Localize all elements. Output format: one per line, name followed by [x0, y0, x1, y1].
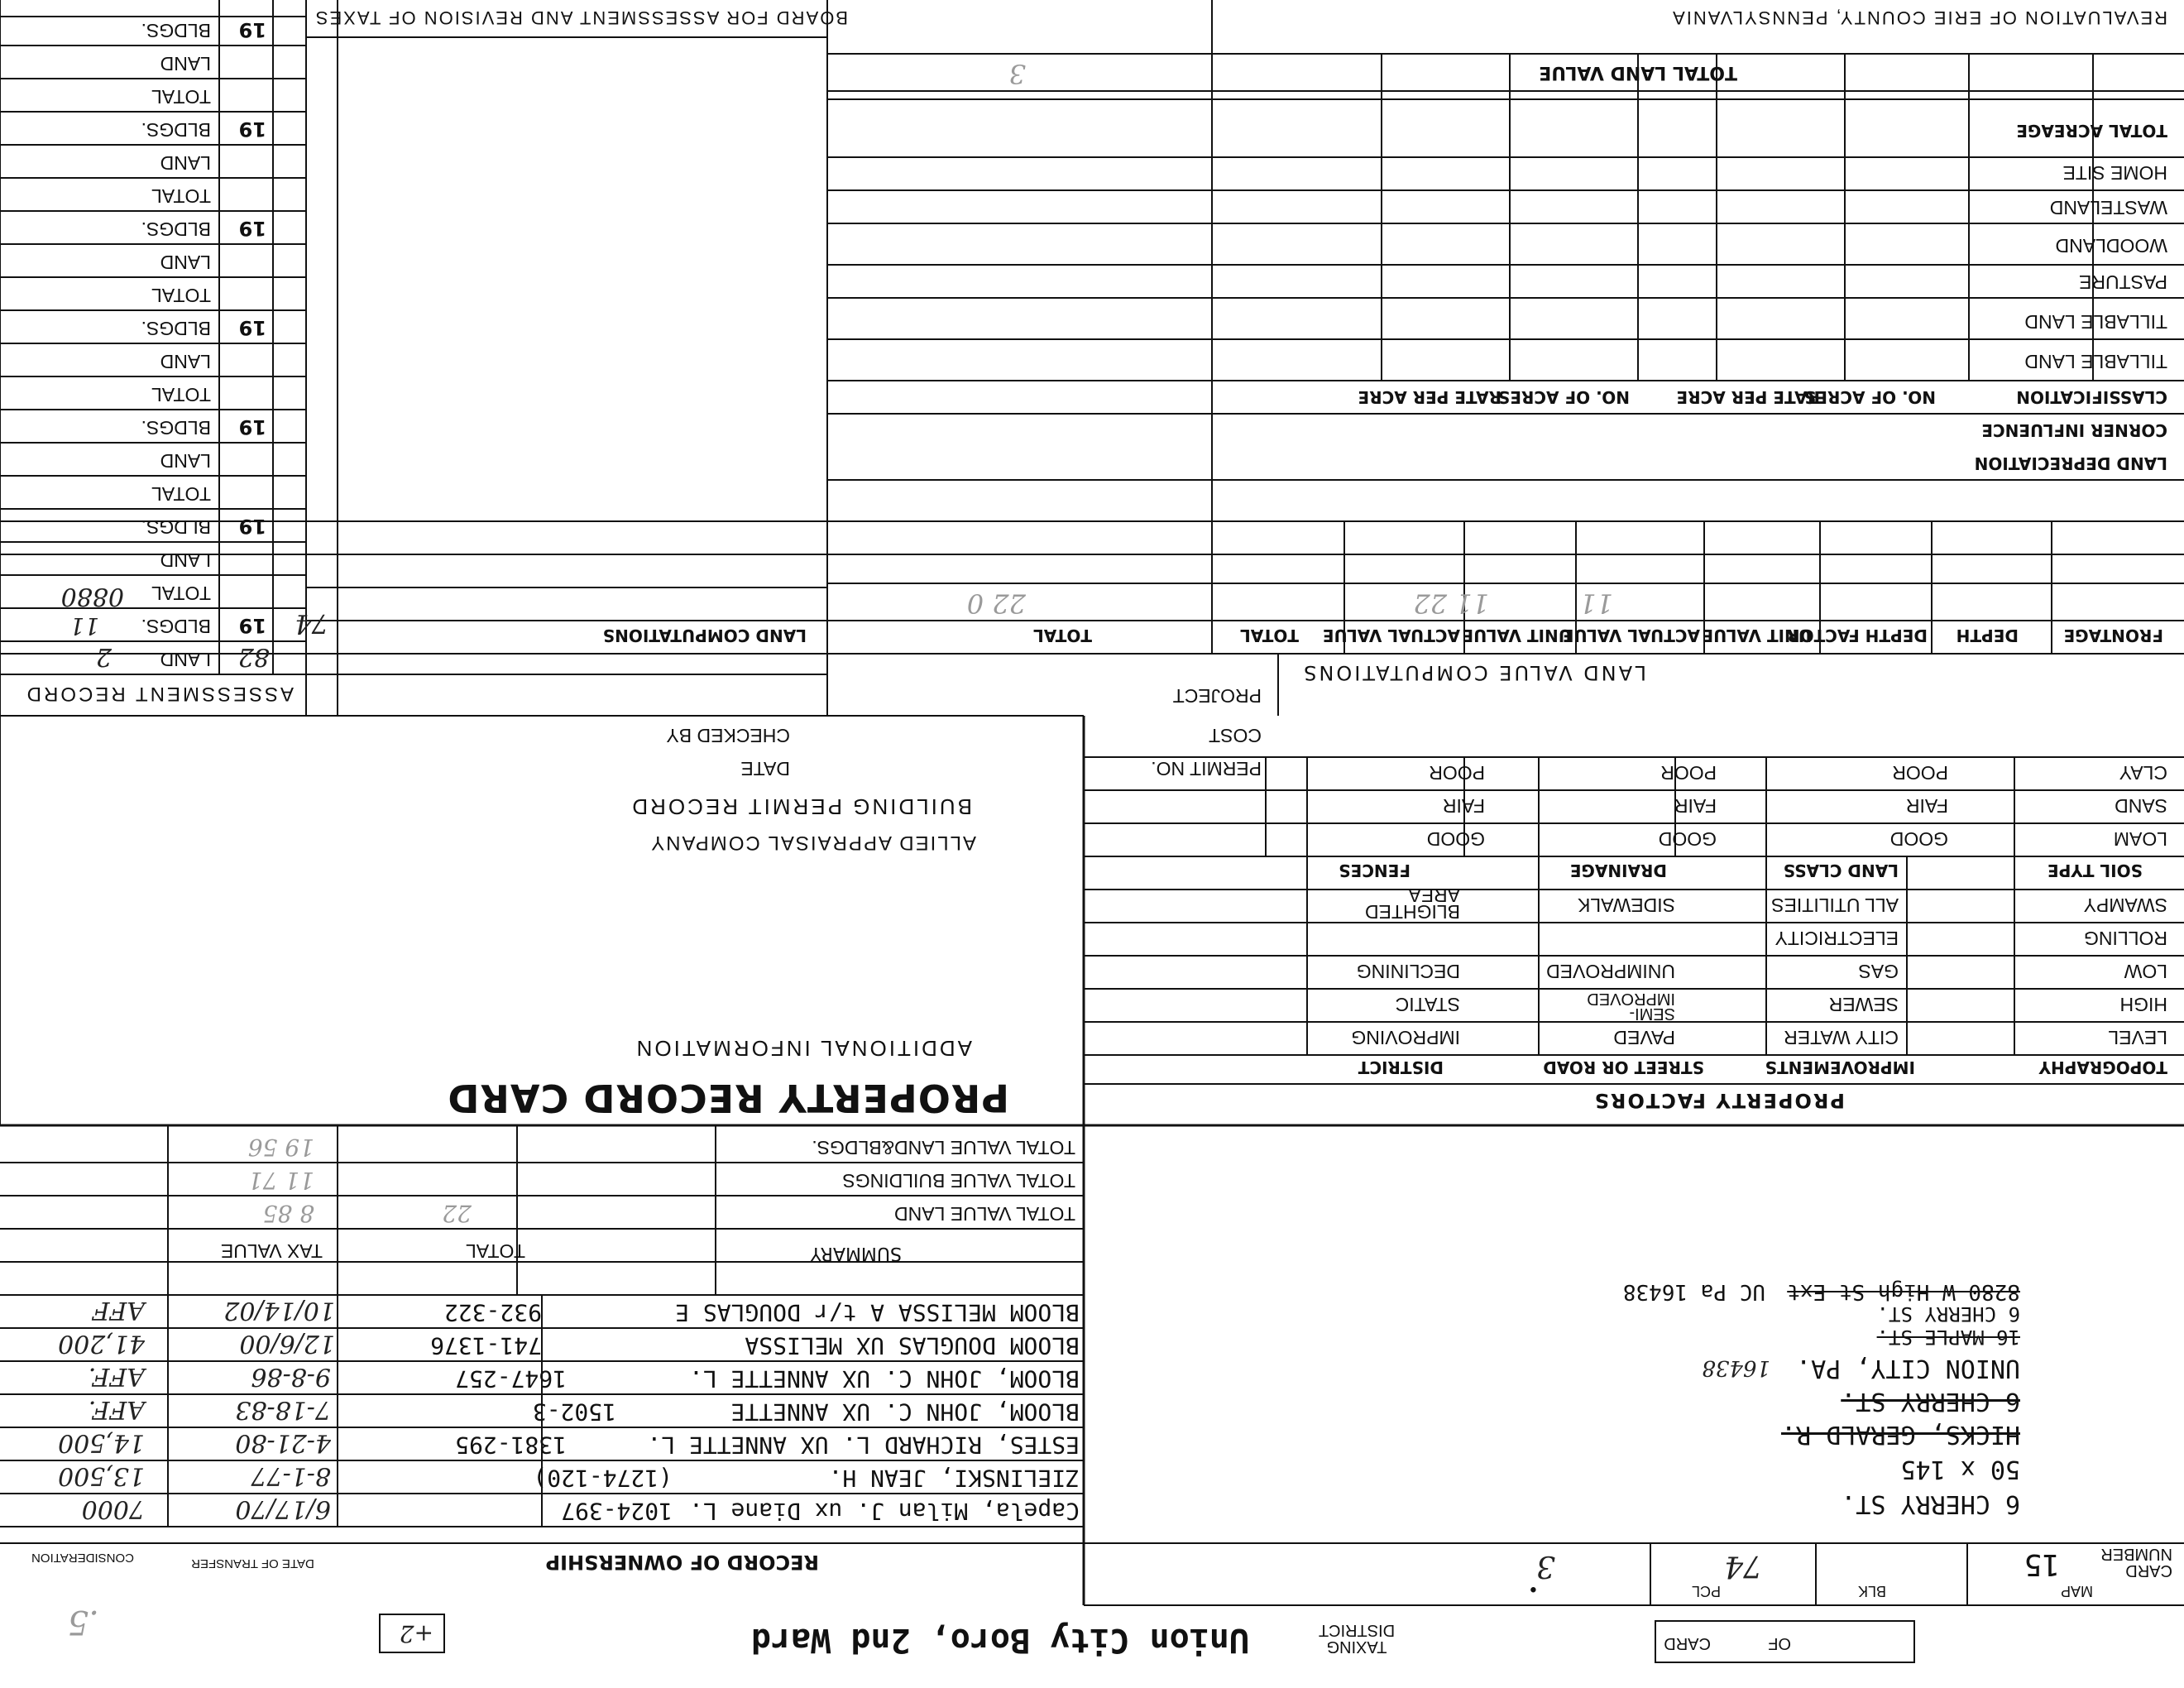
- district-declining: DECLINING: [1356, 961, 1460, 982]
- ownership-title: RECORD OF OWNERSHIP: [545, 1551, 819, 1574]
- land-class-fair: FAIR: [1905, 795, 1948, 817]
- topo-low: LOW: [2124, 961, 2167, 982]
- imp-city-water: CITY WATER: [1784, 1027, 1899, 1048]
- assessment-total-hand: 0880: [60, 582, 124, 611]
- address-line-4: 6 CHERRY ST.: [1841, 1387, 2020, 1416]
- land-unit-hand: 11: [1579, 587, 1613, 619]
- address-line-3: HICKS, GERALD R.: [1781, 1420, 2020, 1449]
- soil-sand: SAND: [2115, 795, 2167, 817]
- acre-row-total: TOTAL ACREAGE: [2016, 121, 2167, 141]
- street-unimproved: UNIMPROVED: [1546, 961, 1675, 982]
- total-land-value-label: TOTAL LAND VALUE: [1539, 62, 1737, 83]
- address-line-5-zip: 16438: [1702, 1355, 1770, 1380]
- land-total-hand: 22 0: [966, 587, 1026, 619]
- summary-total-label: TOTAL: [466, 1240, 525, 1262]
- address-line-7: 6 CHERRY ST.: [1876, 1302, 2020, 1326]
- actual-value-label-1: ACTUAL VALUE: [1562, 626, 1700, 645]
- classification-label: CLASSIFICATION: [2016, 387, 2167, 407]
- address-line-8: UC Pa 16438: [1622, 1279, 1765, 1304]
- topo-level: LEVEL: [2108, 1027, 2167, 1048]
- fences-poor: POOR: [1429, 762, 1485, 784]
- summary-land-tax: 8 85: [262, 1200, 314, 1227]
- district-label: DISTRICT: [1358, 1057, 1444, 1077]
- land-top-hand: 3: [1008, 58, 1026, 89]
- land-depreciation-label: LAND DEPRECIATION: [1974, 453, 2167, 473]
- street-semi-improved: SEMI-IMPROVED: [1587, 990, 1675, 1023]
- land-value-title: LAND VALUE COMPUTATIONS: [1301, 661, 1646, 684]
- imp-all-utilities: ALL UTILITIES: [1771, 894, 1899, 916]
- unit-value-label-1: UNIT VALUE: [1702, 626, 1812, 645]
- tag-value: +2: [399, 1620, 433, 1647]
- footer-right: BOARD FOR ASSESSMENT AND REVISION OF TAXES: [314, 7, 848, 28]
- acre-row-pasture: PASTURE: [2079, 271, 2167, 293]
- corner-mark: .5: [67, 1603, 99, 1641]
- card-title: PROPERTY RECORD CARD: [447, 1076, 1009, 1120]
- additional-information-title: ADDITIONAL INFORMATION: [634, 1036, 972, 1061]
- summary-total-tax: 19 56: [247, 1134, 314, 1161]
- total-label-2: TOTAL: [1033, 626, 1092, 645]
- acre-row-woodland: WOODLAND: [2055, 235, 2167, 257]
- acre-row-tillable-1: TILLABLE LAND: [2024, 351, 2167, 372]
- rate-label-1: RATE PER ACRE: [1676, 387, 1820, 407]
- land-actual-hand: 11 22: [1413, 587, 1489, 619]
- unit-value-label-2: UNIT VALUE: [1462, 626, 1572, 645]
- acre-row-wasteland: WASTELAND: [2049, 197, 2167, 218]
- street-sidewalk: SIDEWALK: [1577, 894, 1675, 916]
- imp-sewer: SEWER: [1828, 994, 1899, 1015]
- soil-clay: CLAY: [2119, 762, 2167, 784]
- blk-value: 74: [1724, 1549, 1762, 1583]
- address-line-1: 6 CHERRY ST.: [1841, 1489, 2020, 1518]
- ownership-consideration-label: CONSIDERATION: [31, 1551, 134, 1565]
- land-computations-label: LAND COMPUTATIONS: [602, 626, 807, 645]
- imp-gas: GAS: [1858, 961, 1899, 982]
- address-line-2: 50 x 145: [1900, 1455, 2020, 1484]
- tag-box: [379, 1614, 445, 1653]
- taxing-district-label: TAXING DISTRICT: [1318, 1621, 1396, 1656]
- district-improving: IMPROVING: [1351, 1027, 1460, 1048]
- card-label: CARD: [1664, 1634, 1711, 1652]
- permit-date-label: DATE: [740, 758, 790, 779]
- acre-row-tillable-2: TILLABLE LAND: [2024, 311, 2167, 333]
- address-line-8-struck: 8280 W High St Ext: [1787, 1279, 2020, 1304]
- pcl-dot: •: [1527, 1578, 1539, 1599]
- summary-land-total: 22: [442, 1200, 472, 1227]
- property-record-card: CARD NUMBER CARD OF TAXING DISTRICT Union City Boro, 2nd Ward +2 .5 MAP 15 BLK 74 PCL 3 • 6 CHERRY ST. 50 x 145 HICKS, GERALD R. 6 CHERRY ST. UNION CITY, PA. 16438 16 MAPLE ST. 6 CHERRY ST. 8280 W High St Ext UC Pa 16438 RECORD OF OWNERSHIP DATE OF TRANSFER CONSIDERATION Capela, Milan J. ux Diane L. 1024-397 6/17/70 7000 ZIELINSKI, JEAN H. (1274-120) 8-1-77 13,500 ESTES, RICHARD L. UX ANNETTE L. 1381-295 4-21-80 14,500 BLOOM, JOHN C. UX ANNETTE 1502-3 7-18-83 AFF. BLOOM, JOHN C. UX ANNETTE L. 1647-257 9-8-86 AFF. BLOOM DOUGLAS UX MELISSA 741-1376 12/6/00 41,200 BLOOM MELISSA A t/r DOUGLAS E 932-322 10/14/02 AFF SUMMARY TOTAL TAX VALUE TOTAL VALUE LAND TOTAL VALUE BUILDINGS TOTAL VALUE LAND&BLDGS. 22 8 85 11 71 19 56 PROPERTY FACTORS TOPOGRAPHY IMPROVEMENTS STREET OR ROAD DISTRICT LEVEL HIGH LOW ROLLING SWAMPY CITY WATER SEWER GAS ELECTRICITY ALL UTILITIES PAVED SEMI-IMPROVED UNIMPROVED SIDEWALK IMPROVING STATIC DECLINING BLIGHTED AREA SOIL TYPE LAND CLASS DRAINAGE FENCES LOAM SAND CLAY GOOD FAIR POOR GOOD FAIR POOR GOOD FAIR POOR PROPERTY RECORD CARD ADDITIONAL INFORMATION ALLIED APPRAISAL COMPANY BUILDING PERMIT RECORD PERMIT NO. DATE COST CHECKED BY PROJECT LAND VALUE COMPUTATIONS LAND COMPUTATIONS FRONTAGE DEPTH DEPTH FACTOR UNIT VALUE ACTUAL VALUE UNIT VALUE ACTUAL VALUE TOTAL TOTAL 22 0 11 11 22 3 LAND DEPRECIATION CORNER INFLUENCE CLASSIFICATION NO. OF ACRES RATE PER ACRE NO. OF ACRES RATE PER ACRE TILLABLE LAND TILLABLE LAND PASTURE WOODLAND WASTELAND HOME SITE TOTAL ACREAGE TOTAL LAND VALUE ASSESSMENT RECORD LAND BLDGS. TOTAL LAND BLDGS. TOTAL LAND BLDGS. TOTAL LAND BLDGS. TOTAL LAND BLDGS. TOTAL LAND BLDGS. TOTAL LAND BLDGS. 19 19 19 19 19 19 19 82 2 11 0880 74 REVALUATION OF ERIE COUNTY, PENNSYLVANIA BOARD FOR ASSESSMENT AND REVISION OF TAXES: [0, 0, 2184, 1688]
- land-class-good: GOOD: [1889, 828, 1948, 850]
- no-acres-label-2: NO. OF ACRES: [1497, 387, 1630, 407]
- imp-electricity: ELECTRICITY: [1774, 928, 1899, 949]
- fences-good: GOOD: [1426, 828, 1485, 850]
- topography-label: TOPOGRAPHY: [2038, 1057, 2167, 1077]
- fences-label: FENCES: [1339, 861, 1410, 880]
- district-blighted: BLIGHTED AREA: [1364, 885, 1460, 923]
- rate-label-2: RATE PER ACRE: [1358, 387, 1502, 407]
- improvements-label: IMPROVEMENTS: [1765, 1057, 1915, 1077]
- summary-row-buildings: TOTAL VALUE BUILDINGS: [842, 1170, 1075, 1192]
- district-static: STATIC: [1395, 994, 1460, 1015]
- depth-factor-label: DEPTH FACTOR: [1787, 626, 1928, 645]
- drainage-fair: FAIR: [1674, 795, 1717, 817]
- total-label-1: TOTAL: [1240, 626, 1299, 645]
- permit-no-label: PERMIT NO.: [1151, 758, 1262, 779]
- drainage-good: GOOD: [1658, 828, 1717, 850]
- soil-loam: LOAM: [2113, 828, 2167, 850]
- topo-high: HIGH: [2119, 994, 2167, 1015]
- no-acres-label-1: NO. OF ACRES: [1803, 387, 1936, 407]
- summary-tax-label: TAX VALUE: [220, 1240, 323, 1262]
- pcl-value: 3: [1536, 1549, 1555, 1583]
- taxing-district: Union City Boro, 2nd Ward: [750, 1621, 1249, 1659]
- permit-title: BUILDING PERMIT RECORD: [630, 794, 972, 819]
- land-class-poor: POOR: [1892, 762, 1948, 784]
- assessment-year-hand: 82: [237, 642, 270, 671]
- map-value: 15: [2024, 1547, 2060, 1581]
- summary-row-land: TOTAL VALUE LAND: [894, 1203, 1075, 1225]
- summary-title: SUMMARY: [810, 1243, 902, 1264]
- depth-label: DEPTH: [1956, 626, 2019, 645]
- permit-cost-label: COST: [1209, 725, 1262, 746]
- street-paved: PAVED: [1613, 1027, 1675, 1048]
- footer-left: REVALUATION OF ERIE COUNTY, PENNSYLVANIA: [1671, 7, 2167, 28]
- address-line-5: UNION CITY, PA.: [1796, 1354, 2020, 1383]
- address-line-6: 16 MAPLE ST.: [1876, 1326, 2020, 1349]
- corner-influence-label: CORNER INFLUENCE: [1981, 420, 2167, 440]
- summary-row-total: TOTAL VALUE LAND&BLDGS.: [812, 1137, 1075, 1158]
- assessment-side-hand: 74: [295, 608, 328, 640]
- of-label: OF: [1768, 1634, 1791, 1652]
- pcl-label: PCL: [1691, 1583, 1721, 1599]
- street-label: STREET OR ROAD: [1543, 1057, 1704, 1077]
- summary-buildings-tax: 11 71: [247, 1167, 314, 1194]
- soil-type-label: SOIL TYPE: [2048, 861, 2143, 880]
- card-number-label: CARD NUMBER: [2100, 1545, 2172, 1580]
- frontage-label: FRONTAGE: [2063, 626, 2163, 645]
- acre-row-home-site: HOME SITE: [2062, 162, 2167, 184]
- assessment-bldgs-hand: 11: [69, 612, 99, 640]
- allied-appraisal: ALLIED APPRAISAL COMPANY: [649, 832, 976, 854]
- drainage-poor: POOR: [1660, 762, 1717, 784]
- property-factors-title: PROPERTY FACTORS: [1592, 1089, 1845, 1112]
- topo-rolling: ROLLING: [2084, 928, 2167, 949]
- ownership-date-label: DATE OF TRANSFER: [191, 1556, 314, 1571]
- assessment-title: ASSESSMENT RECORD: [24, 683, 294, 705]
- permit-project-label: PROJECT: [1172, 685, 1262, 707]
- permit-checked-label: CHECKED BY: [666, 725, 790, 746]
- assessment-land-hand: 2: [95, 642, 112, 671]
- fences-fair: FAIR: [1442, 795, 1485, 817]
- card-of-box[interactable]: [1655, 1620, 1915, 1663]
- drainage-label: DRAINAGE: [1569, 861, 1667, 880]
- land-class-label: LAND CLASS: [1783, 861, 1899, 880]
- blk-label: BLK: [1857, 1583, 1886, 1599]
- topo-swampy: SWAMPY: [2083, 894, 2167, 916]
- map-label: MAP: [2060, 1583, 2093, 1599]
- actual-value-label-2: ACTUAL VALUE: [1322, 626, 1460, 645]
